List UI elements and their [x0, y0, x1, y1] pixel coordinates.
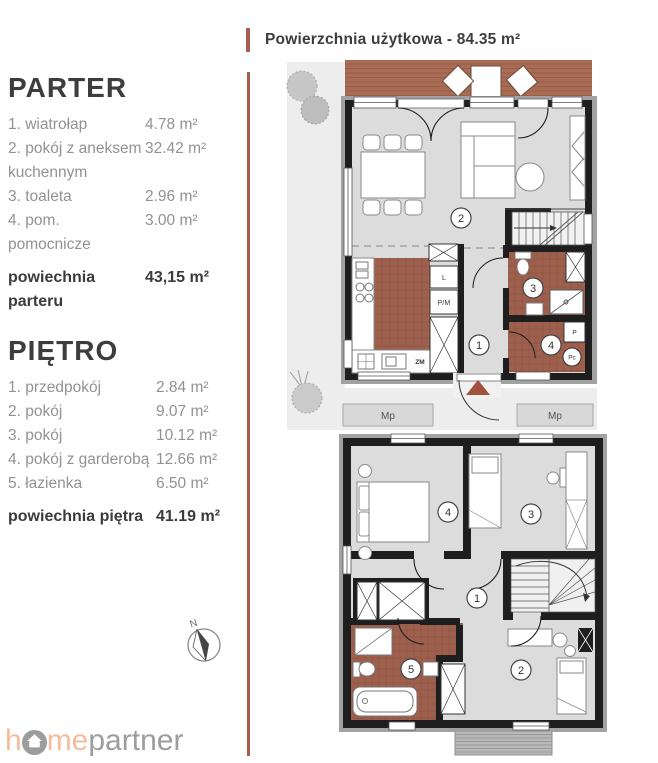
wardrobe-bank — [353, 578, 429, 624]
room-schedule — [8, 72, 246, 529]
room-row — [8, 376, 246, 400]
room-area: 9.07 m² — [156, 403, 209, 420]
coffee-table — [516, 163, 544, 191]
parter-section — [8, 72, 246, 314]
dishwasher-label: ZM — [415, 359, 425, 366]
parter-heading: PARTER — [8, 72, 128, 103]
pietro-section — [8, 335, 246, 529]
heater-label: P — [572, 329, 577, 337]
bedroom-mid-number: 3 — [527, 509, 535, 521]
fridge-label: L — [442, 275, 446, 282]
room-name: 2. pokój — [8, 403, 63, 420]
usable-area-title: Powierzchnia użytkowa - 84.35 m² — [265, 31, 521, 48]
toilet-number: 3 — [529, 283, 537, 295]
total-label: powiechnia parteru — [8, 269, 96, 310]
logo-partner: partner — [88, 724, 184, 757]
logo-me: me — [46, 724, 89, 757]
logo-h: h — [5, 724, 22, 757]
sink — [526, 303, 543, 315]
chair — [547, 472, 559, 484]
living-number: 2 — [457, 213, 465, 225]
parter-room-list — [8, 113, 246, 257]
room-name: 1. wiatrołap — [8, 116, 88, 133]
room-row — [8, 400, 246, 424]
terrace — [345, 60, 592, 102]
patio-furniture — [442, 65, 537, 98]
room-name: 2. pokój z aneksem kuchennym — [8, 140, 142, 181]
parking-label: Mp — [381, 411, 395, 422]
stairs-down — [511, 559, 595, 612]
room-row — [8, 209, 246, 257]
north-label: N — [188, 617, 199, 631]
header-accent-bar — [246, 28, 250, 52]
home-icon — [21, 729, 48, 756]
homepartner-logo — [5, 724, 183, 758]
stairs-up — [512, 212, 585, 245]
total-label: powiechnia piętra — [8, 508, 144, 525]
room-area: 12.66 m² — [156, 451, 218, 468]
room-area: 2.84 m² — [156, 379, 209, 396]
toilet — [359, 662, 375, 676]
hall-number: 1 — [475, 340, 483, 352]
washer-label: P/M — [437, 300, 451, 307]
sink — [423, 662, 438, 676]
total-area: 43,15 m² — [145, 269, 210, 286]
room-area: 6.50 m² — [156, 475, 209, 492]
hall-number: 1 — [473, 593, 481, 605]
room-name: 3. pokój — [8, 427, 63, 444]
room-row — [8, 113, 246, 137]
room-row — [8, 185, 246, 209]
room-area: 10.12 m² — [156, 427, 218, 444]
total-area: 41.19 m² — [156, 508, 221, 525]
chair — [565, 646, 576, 657]
parter-total-row — [8, 266, 246, 314]
parking-label: Mp — [548, 411, 562, 422]
pietro-heading: PIĘTRO — [8, 335, 119, 366]
room-name: 3. toaleta — [8, 188, 72, 205]
pietro-total-row — [8, 505, 246, 529]
nightstand — [359, 465, 372, 478]
room-row — [8, 424, 246, 448]
chair — [553, 633, 567, 647]
room-row — [8, 472, 246, 496]
compass-rose — [178, 612, 230, 668]
room-area: 4.78 m² — [145, 116, 198, 133]
room-area: 2.96 m² — [145, 188, 198, 205]
room-name: 4. pom. pomocnicze — [8, 212, 91, 253]
bathroom-number: 5 — [407, 664, 415, 676]
room-area: 3.00 m² — [145, 212, 198, 229]
pietro-room-list — [8, 376, 246, 496]
bedroom-master-number: 4 — [444, 507, 452, 519]
room-area: 32.42 m² — [145, 140, 207, 157]
room-row — [8, 137, 246, 185]
dining-set — [361, 135, 425, 215]
room-name: 5. łazienka — [8, 475, 83, 492]
room-name: 4. pokój z garderobą — [8, 451, 150, 468]
nightstand — [359, 547, 372, 560]
heater-small-label: Pc — [568, 354, 576, 362]
tv-cabinet — [570, 116, 585, 200]
parter-floor-plan — [280, 55, 658, 435]
room-name: 1. przedpokój — [8, 379, 102, 396]
bedroom-small-number: 2 — [517, 665, 525, 677]
vertical-divider-line — [247, 72, 250, 756]
room-row — [8, 448, 246, 472]
pietro-floor-plan — [330, 430, 658, 763]
utility-number: 4 — [547, 340, 555, 352]
wardrobe — [566, 452, 587, 549]
desk — [508, 629, 552, 646]
